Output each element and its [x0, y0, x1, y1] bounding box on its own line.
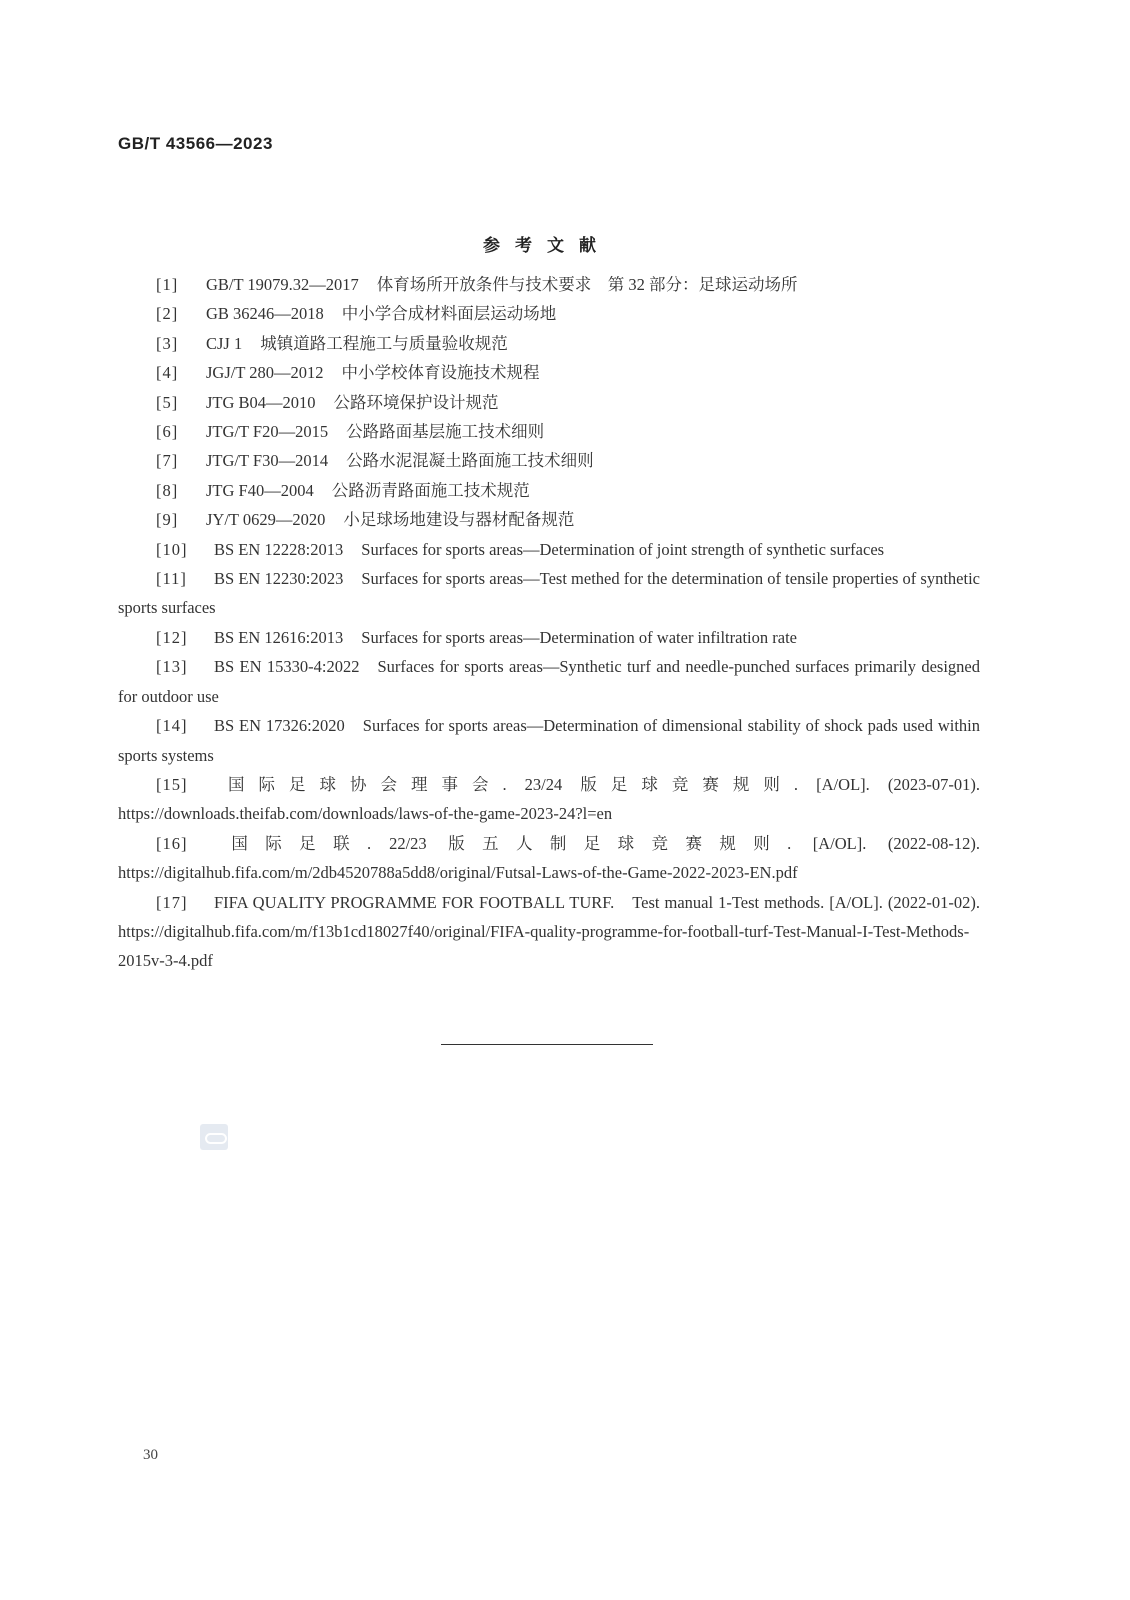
reference-item [118, 417, 980, 446]
reference-code: FIFA QUALITY PROGRAMME FOR FOOTBALL TURF. [214, 892, 615, 912]
reference-title: 22/23 版五人制足球竞赛规则. [A/OL]. (2022-08-12). https://digitalhub.fifa.com/m/2db4520788a5dd8/original/Futsal-Laws-of-the-Game-2022-2023-EN.pdf [118, 833, 981, 883]
reference-code: BS EN 15330-4:2022 [214, 657, 360, 677]
reference-number: [17] [156, 892, 188, 912]
reference-code: BS EN 12616:2013 [214, 627, 344, 647]
reference-item [118, 505, 980, 534]
reference-title: 中小学校体育设施技术规程 [341, 363, 540, 383]
reference-title: Surfaces for sports areas—Determination of dimensional stability of shock pads used within sports systems [118, 716, 980, 765]
reference-number: [15] [156, 774, 188, 794]
reference-number: [2] [156, 304, 179, 324]
section-title: 参考文献 [483, 236, 611, 256]
reference-title: 公路沥青路面施工技术规范 [331, 480, 530, 500]
reference-item [118, 770, 980, 829]
reference-title: 体育场所开放条件与技术要求 第 32 部分：足球运动场所 [376, 275, 798, 294]
reference-item [118, 888, 980, 976]
reference-number: [5] [156, 392, 179, 412]
reference-code: JTG F40—2004 [206, 480, 314, 500]
reference-item [118, 535, 980, 564]
reference-code: 国际足球协会理事会. [214, 774, 507, 794]
reference-item [118, 358, 980, 387]
reference-item [118, 564, 980, 623]
reference-code: JTG/T F20—2015 [206, 422, 329, 442]
reference-item [118, 446, 980, 475]
reference-number: [16] [156, 833, 188, 853]
reference-code: CJJ 1 [206, 333, 243, 353]
reference-title: Surfaces for sports areas—Synthetic turf and needle-punched surfaces primarily designed for outdoor use [118, 657, 980, 706]
reference-number: [7] [156, 451, 179, 471]
reference-code: BS EN 17326:2020 [214, 716, 345, 736]
reference-number: [13] [156, 657, 188, 677]
page-number: 30 [143, 1447, 158, 1463]
reference-number: [10] [156, 539, 188, 559]
reference-number: [6] [156, 422, 179, 442]
reference-code: GB/T 19079.32—2017 [206, 275, 359, 294]
reference-number: [8] [156, 480, 179, 500]
reference-number: [14] [156, 716, 188, 736]
reference-code: BS EN 12228:2013 [214, 539, 344, 559]
reference-title: 小足球场地建设与器材配备规范 [343, 510, 575, 530]
reference-title: 城镇道路工程施工与质量验收规范 [260, 333, 508, 353]
reference-title: Surfaces for sports areas—Determination of joint strength of synthetic surfaces [361, 539, 885, 559]
reference-code: GB 36246—2018 [206, 304, 324, 324]
reference-title: 23/24 版足球竞赛规则. [A/OL]. (2023-07-01). https://downloads.theifab.com/downloads/laws-of-the-game-2023-24?l=en [118, 774, 981, 824]
reference-item [118, 476, 980, 505]
reference-code: 国际足联. [214, 833, 372, 853]
reference-code: BS EN 12230:2023 [214, 569, 344, 589]
reference-title: 中小学合成材料面层运动场地 [341, 304, 557, 324]
reference-code: JGJ/T 280—2012 [206, 363, 324, 383]
reference-title: 公路环境保护设计规范 [333, 392, 499, 412]
reference-item [118, 299, 980, 328]
reference-number: [9] [156, 510, 179, 530]
reference-list [118, 270, 980, 976]
reference-code: JTG/T F30—2014 [206, 451, 329, 471]
standard-number: GB/T 43566—2023 [118, 134, 273, 153]
reference-item [118, 652, 980, 711]
reference-item [118, 711, 980, 770]
reference-title: Surfaces for sports areas—Test methed for the determination of tensile properties of synthetic sports surfaces [118, 569, 980, 618]
reference-number: [11] [156, 569, 187, 589]
publisher-logo-icon [200, 1124, 228, 1150]
reference-number: [12] [156, 627, 188, 647]
reference-number: [1] [156, 275, 179, 294]
reference-number: [4] [156, 363, 179, 383]
reference-code: JY/T 0629—2020 [206, 510, 326, 530]
reference-item [118, 270, 980, 299]
end-divider [441, 1044, 653, 1045]
reference-title: Test manual 1-Test methods. [A/OL]. (2022-01-02). https://digitalhub.fifa.com/m/f13b1cd18027f40/original/FIFA-quality-programme-for-football-turf-Test-Manual-I-Test-Methods-2015v-3-4.pdf [118, 892, 980, 971]
reference-title: 公路路面基层施工技术细则 [346, 422, 545, 442]
reference-item [118, 329, 980, 358]
reference-item [118, 623, 980, 652]
reference-item [118, 388, 980, 417]
reference-item [118, 829, 980, 888]
reference-title: Surfaces for sports areas—Determination of water infiltration rate [361, 627, 797, 647]
reference-code: JTG B04—2010 [206, 392, 316, 412]
reference-title: 公路水泥混凝土路面施工技术细则 [346, 451, 594, 471]
reference-number: [3] [156, 333, 179, 353]
